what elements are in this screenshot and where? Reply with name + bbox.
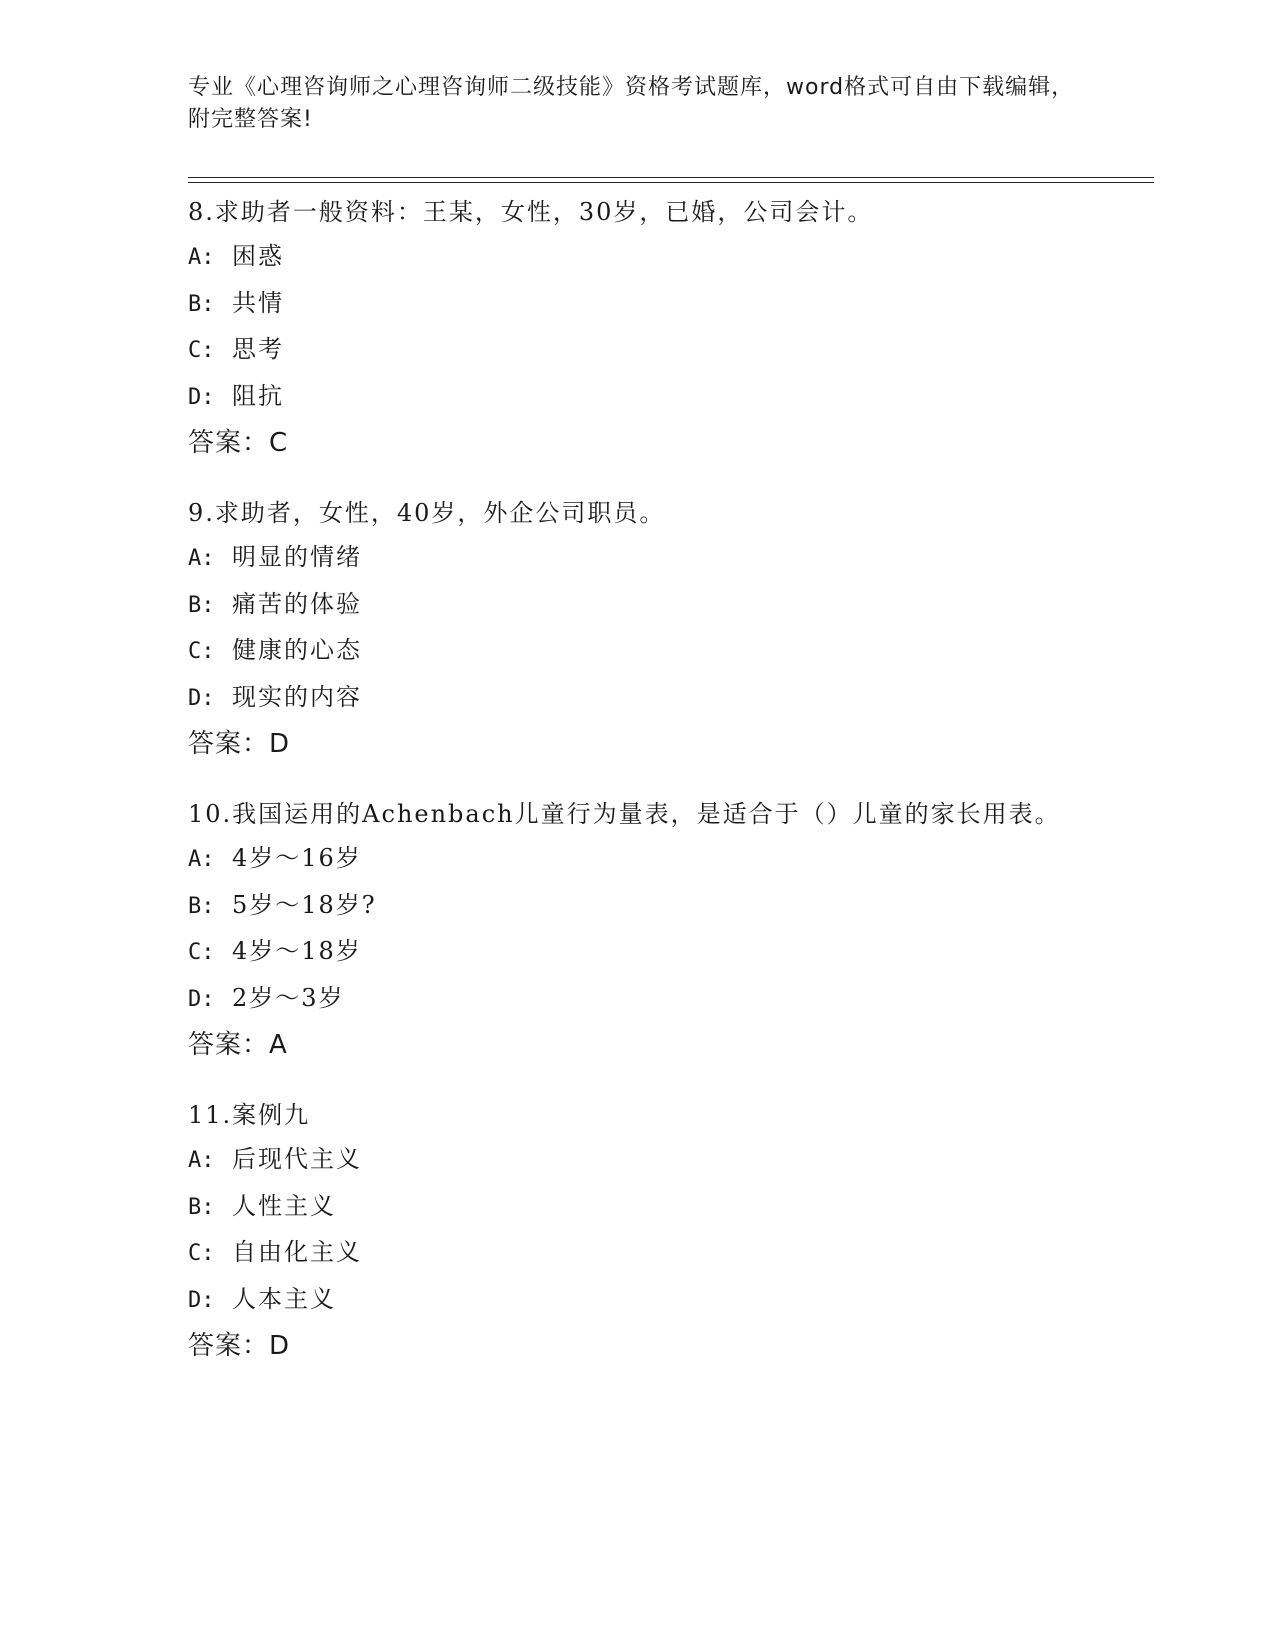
option-text: 人本主义 (232, 1284, 336, 1313)
option-a (188, 1137, 1088, 1184)
option-text: 困惑 (232, 242, 284, 270)
header-divider-top (188, 177, 1154, 178)
option-letter: A: (188, 847, 215, 872)
question-stem: 8.求助者一般资料：王某，女性，30岁，已婚，公司会计。 (188, 198, 874, 226)
option-c (188, 327, 1088, 374)
question-stem: 9.求助者，女性，40岁，外企公司职员。 (188, 499, 666, 527)
option-b (188, 883, 1088, 930)
question-stem: 11.案例九 (188, 1101, 311, 1129)
header-title: 专业《心理咨询师之心理咨询师二级技能》资格考试题库，word格式可自由下载编辑，附完整答案! (188, 75, 1075, 132)
option-letter: C: (188, 940, 215, 965)
option-text: 后现代主义 (232, 1145, 362, 1173)
answer-value: D (269, 1331, 291, 1361)
question-item (188, 792, 1088, 1068)
option-text: 4岁～16岁 (232, 844, 362, 872)
answer-label: 答案： (188, 1331, 270, 1361)
option-text: 痛苦的体验 (232, 589, 362, 618)
option-letter: A: (188, 1148, 215, 1173)
answer-line (188, 721, 1088, 767)
option-letter: C: (188, 639, 215, 664)
answer-value: A (269, 1030, 288, 1060)
option-letter: D: (188, 986, 215, 1012)
option-list (188, 234, 1088, 420)
answer-label: 答案： (188, 1030, 270, 1060)
option-letter: B: (188, 1194, 215, 1220)
answer-line (188, 1323, 1088, 1369)
option-c (188, 628, 1088, 675)
header-divider-bottom (188, 182, 1154, 183)
option-d (188, 1277, 1088, 1324)
option-text: 人性主义 (232, 1191, 336, 1220)
answer-value: D (269, 729, 291, 759)
answer-label: 答案： (188, 428, 270, 458)
answer-line (188, 420, 1088, 466)
option-b (188, 1184, 1088, 1231)
answer-line (188, 1022, 1088, 1068)
option-letter: B: (188, 592, 215, 618)
option-a (188, 234, 1088, 281)
option-letter: B: (188, 893, 215, 919)
option-text: 明显的情绪 (232, 543, 362, 571)
option-letter: C: (188, 1241, 215, 1266)
option-text: 4岁～18岁 (232, 937, 362, 965)
option-d (188, 374, 1088, 421)
question-item (188, 1093, 1088, 1369)
option-letter: C: (188, 338, 215, 363)
option-text: 2岁～3岁 (232, 983, 345, 1012)
option-text: 共情 (232, 288, 284, 317)
option-c (188, 929, 1088, 976)
option-d (188, 976, 1088, 1023)
option-letter: D: (188, 384, 215, 410)
option-letter: D: (188, 1287, 215, 1313)
answer-value: C (269, 428, 289, 458)
question-item (188, 491, 1088, 767)
answer-label: 答案： (188, 729, 270, 759)
option-letter: A: (188, 546, 215, 571)
option-list (188, 535, 1088, 721)
document-header (188, 72, 1088, 136)
option-list (188, 1137, 1088, 1323)
question-list (188, 190, 1088, 1394)
option-letter: A: (188, 245, 215, 270)
question-item (188, 190, 1088, 466)
option-d (188, 675, 1088, 722)
option-text: 现实的内容 (232, 682, 362, 711)
option-letter: D: (188, 685, 215, 711)
option-b (188, 582, 1088, 629)
option-a (188, 535, 1088, 582)
option-list (188, 836, 1088, 1022)
option-letter: B: (188, 291, 215, 317)
question-stem: 10.我国运用的Achenbach儿童行为量表，是适合于（）儿童的家长用表。 (188, 800, 1061, 828)
option-c (188, 1230, 1088, 1277)
option-text: 阻抗 (232, 381, 284, 410)
option-a (188, 836, 1088, 883)
option-text: 5岁～18岁? (232, 890, 377, 919)
option-text: 思考 (232, 335, 284, 363)
option-b (188, 281, 1088, 328)
option-text: 健康的心态 (232, 636, 362, 664)
option-text: 自由化主义 (232, 1238, 362, 1266)
